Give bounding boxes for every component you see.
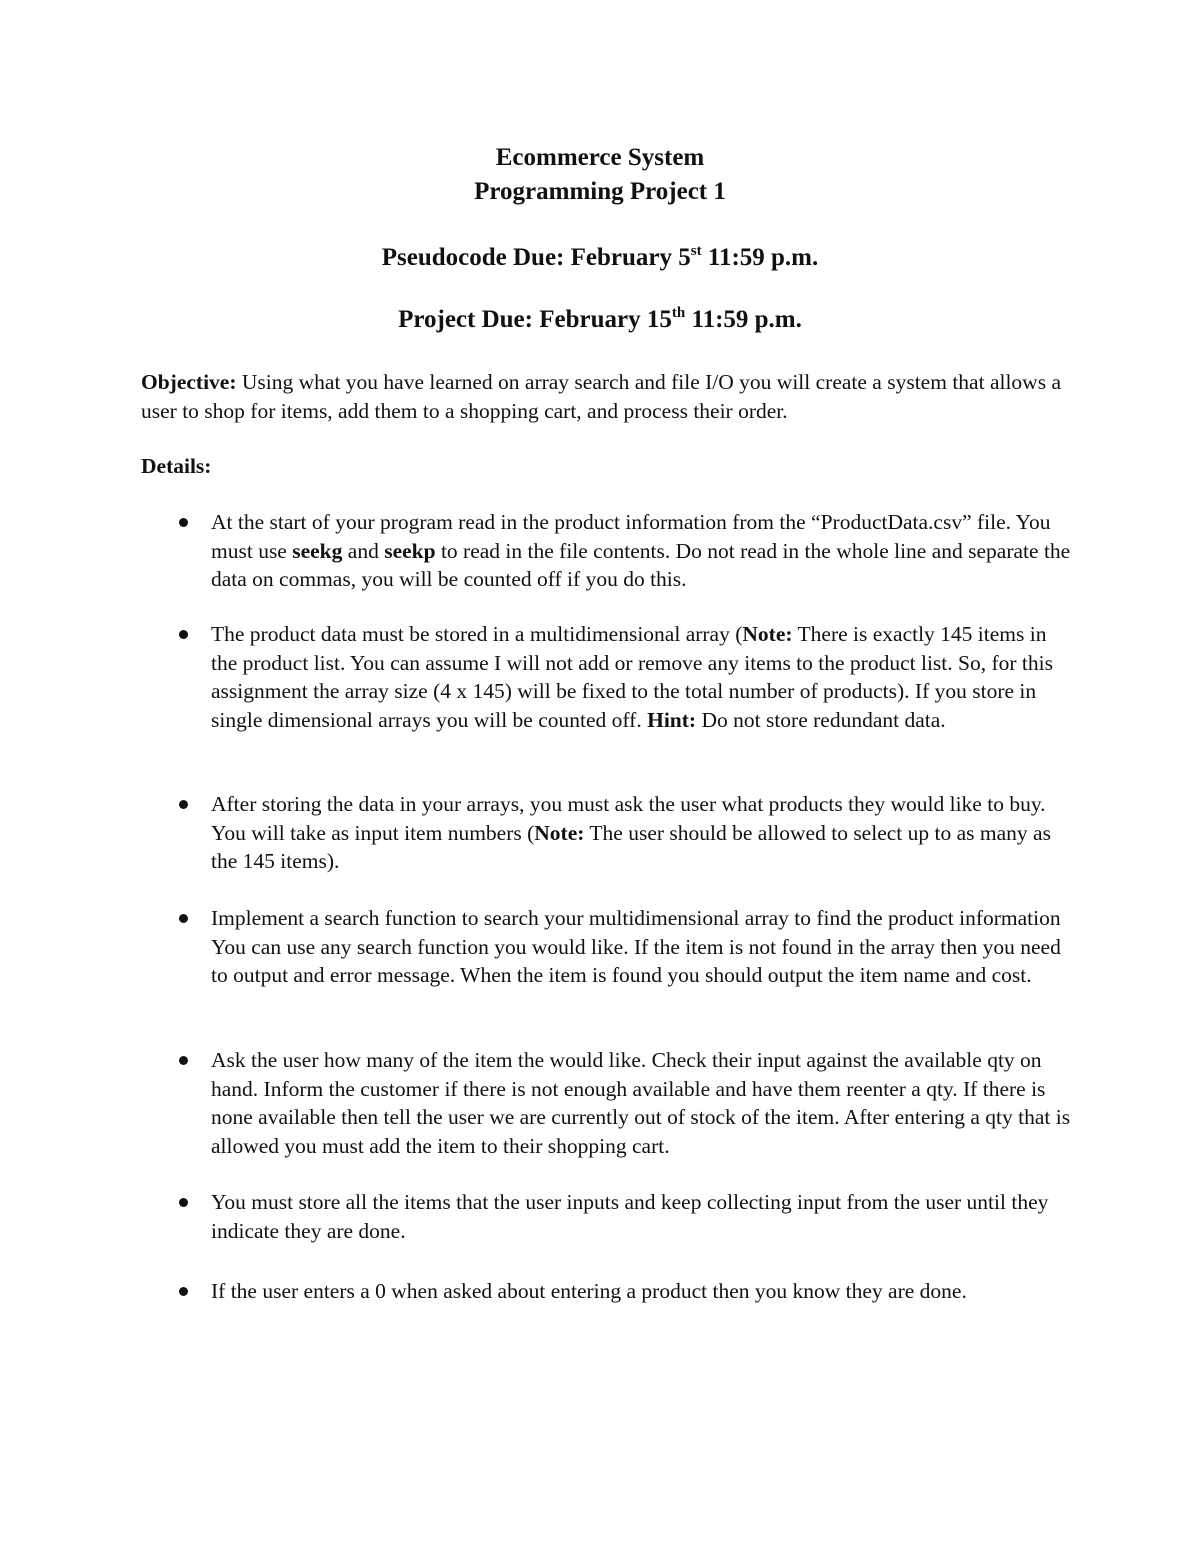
bullet-item-ask-products [211,790,1071,876]
pseudocode-due-ordinal: st [690,243,702,259]
bullet-dot [179,914,188,923]
note-label: Note: [742,622,793,646]
bullet-text: If the user enters a 0 when asked about entering a product then you know they are done. [211,1279,967,1303]
bullet-text: and [342,538,385,563]
bullet-text: Implement a search function to search your multidimensional array to find the product information You can use any search function you would like. If the item is not found in the array then you need to output and error message. When the item is found you should output the item name and cost. [211,906,1061,987]
pseudocode-due-time: 11:59 p.m. [701,244,819,271]
bullet-text: There is exactly 145 items in the product list. You can assume I will not add or remove any items to the product list. So, for this assignment the array size (4 x 145) will be fixed to the total number of products). If you store in single dimensional arrays you will be counted off. [211,622,1053,732]
objective-label: Objective: [141,370,237,394]
objective-paragraph [141,368,1071,425]
bullet-text: You must store all the items that the user inputs and keep collecting input from the user until they indicate they are done. [211,1190,1049,1243]
hint-label: Hint: [647,707,697,732]
bullet-text: After storing the data in your arrays, you must ask the user what products they would like to buy. You will take as input item numbers ( [211,792,1046,845]
bullet-text: Ask the user how many of the item the would like. Check their input against the available qty on hand. Inform the customer if there is not enough available and have them reenter a qty. If there is none available then tell the user we are currently out of stock of the item. After entering a qty that is allowed you must add the item to their shopping cart. [211,1048,1071,1158]
pseudocode-due-date [0,240,1200,276]
bullet-item-storage [211,620,1071,734]
bullet-dot [179,1287,188,1296]
bullet-item-read-file [211,508,1071,594]
keyword-seekg: seekg [292,538,343,563]
bullet-dot [179,1198,188,1207]
details-heading: Details: [141,454,212,478]
bullet-text: The product data must be stored in a multidimensional array ( [211,622,743,646]
document-subtitle: Programming Project 1 [474,178,726,205]
bullet-text: to read in the file contents. Do not read in the whole line and separate the data on commas, you will be counted off if you do this. [211,538,1071,591]
bullet-item-store-items [211,1188,1071,1245]
project-due-time: 11:59 p.m. [685,306,802,333]
objective-text: Using what you have learned on array search and file I/O you will create a system that allows a user to shop for items, add them to a shopping cart, and process their order. [141,370,1061,423]
project-due-ordinal: th [671,305,686,321]
project-due-date [0,302,1200,338]
pseudocode-due-text: Pseudocode Due: February 5 [381,244,691,271]
bullet-item-quantity [211,1046,1071,1160]
bullet-text: At the start of your program read in the product information from the “ProductData.csv” file. You must use [211,510,1051,563]
bullet-text: The user should be allowed to select up to as many as the 145 items). [211,820,1051,873]
note-label: Note: [534,820,585,845]
keyword-seekp: seekp [384,538,436,563]
bullet-dot [179,518,188,527]
bullet-item-search [211,904,1071,990]
bullet-text: Do not store redundant data. [696,707,946,732]
bullet-dot [179,800,188,809]
bullet-item-done [211,1277,1071,1306]
bullet-dot [179,1056,188,1065]
bullet-dot [179,630,188,639]
project-due-text: Project Due: February 15 [398,306,672,333]
document-title: Ecommerce System [495,144,705,171]
